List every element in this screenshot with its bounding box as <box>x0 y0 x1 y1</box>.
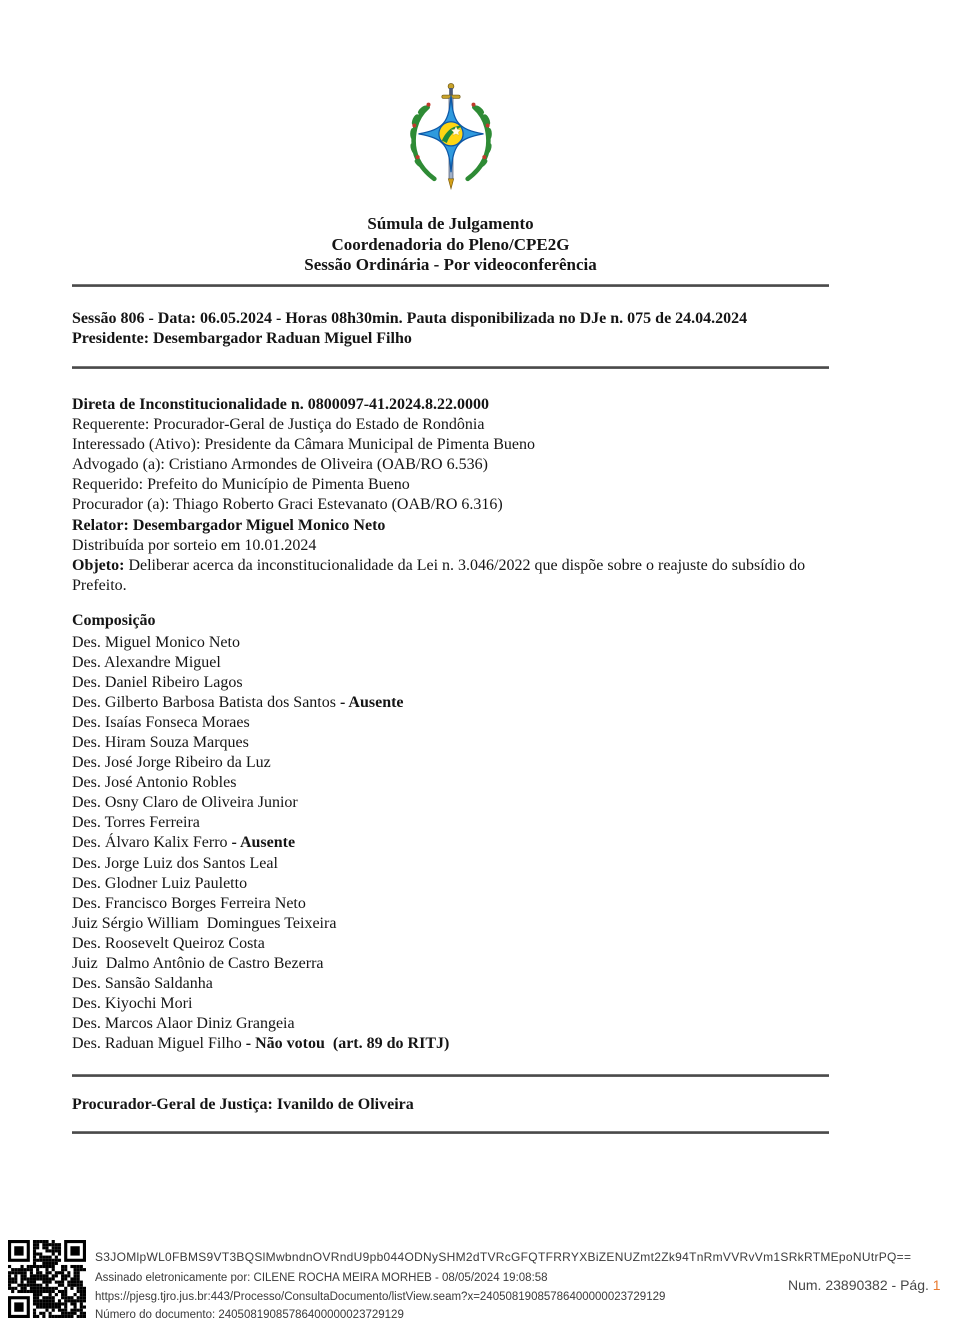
composition-member: Des. Daniel Ribeiro Lagos <box>72 674 243 692</box>
case-requerido: Requerido: Prefeito do Município de Pimenta Bueno <box>72 476 410 494</box>
horizontal-rule-1 <box>72 284 829 287</box>
composition-member: Des. Torres Ferreira <box>72 814 200 832</box>
case-advogado: Advogado (a): Cristiano Armondes de Oliveira (OAB/RO 6.536) <box>72 456 488 474</box>
composition-member: Des. Glodner Luiz Pauletto <box>72 874 248 892</box>
rondonia-coat-of-arms-icon <box>401 82 501 199</box>
case-relator: Relator: Desembargador Miguel Monico Neto <box>72 516 386 534</box>
case-details <box>72 395 829 596</box>
session-line: Sessão 806 - Data: 06.05.2024 - Horas 08h30min. Pauta disponibilizada no DJe n. 075 de 24.04.2024 <box>72 310 748 327</box>
objeto-label: Objeto: <box>72 556 125 574</box>
composition-member: Des. Jorge Luiz dos Santos Leal <box>72 854 278 872</box>
document-number-line: Número do documento: 24050819085786400000023729129 <box>95 1309 404 1321</box>
attorney-general-line: Procurador-Geral de Justiça: Ivanildo de Oliveira <box>72 1096 414 1113</box>
qr-code <box>8 1240 86 1318</box>
composition-member: Des. Isaías Fonseca Moraes <box>72 714 250 732</box>
num-page-label <box>788 1277 941 1293</box>
composition-member: Des. Hiram Souza Marques <box>72 734 249 752</box>
doc-title-line3: Sessão Ordinária - Por videoconferência <box>304 255 597 274</box>
case-title: Direta de Inconstitucionalidade n. 0800097-41.2024.8.22.0000 <box>72 396 490 413</box>
case-requerente: Requerente: Procurador-Geral de Justiça do Estado de Rondônia <box>72 416 485 434</box>
composition-member: Des. Osny Claro de Oliveira Junior <box>72 794 298 812</box>
doc-title-line1: Súmula de Julgamento <box>367 214 534 233</box>
doc-title-line2: Coordenadoria do Pleno/CPE2G <box>331 234 570 254</box>
horizontal-rule-3 <box>72 1074 829 1077</box>
composition-heading: Composição <box>72 612 156 629</box>
signed-by-line: Assinado eletronicamente por: CILENE ROCHA MEIRA MORHEB - 08/05/2024 19:08:58 <box>95 1272 548 1284</box>
verification-url: https://pjesg.tjro.jus.br:443/Processo/ConsultaDocumento/listView.seam?x=24050819085786400000023729129 <box>95 1291 666 1303</box>
composition-member: Des. Raduan Miguel Filho - Não votou (art. 89 do RITJ) <box>72 1034 450 1052</box>
case-procurador: Procurador (a): Thiago Roberto Graci Estevanato (OAB/RO 6.316) <box>72 496 503 514</box>
title-block <box>72 214 829 276</box>
composition-member: Des. Roosevelt Queiroz Costa <box>72 934 265 952</box>
signature-hash: S3JOMlpWL0FBMS9VT3BQSlMwbndnOVRndU9pb044ODNySHM2dTVRcGFQTFRRYXBiZENUZmt2Zk94TnRmVVRvVm1SRkRTMEpoNUtrPQ== <box>95 1250 912 1264</box>
session-president: Presidente: Desembargador Raduan Miguel Filho <box>72 330 412 347</box>
objeto-text: Deliberar acerca da inconstitucionalidade da Lei n. 3.046/2022 que dispõe sobre o reajuste do subsídio do Prefeito. <box>72 556 806 594</box>
composition-member: Des. Miguel Monico Neto <box>72 634 240 651</box>
case-objeto <box>72 556 829 596</box>
composition-member: Des. Gilberto Barbosa Batista dos Santos - Ausente <box>72 694 404 712</box>
horizontal-rule-4 <box>72 1131 829 1134</box>
composition-member: Des. Sansão Saldanha <box>72 974 213 992</box>
composition-member: Juiz Sérgio William Domingues Teixeira <box>72 914 337 932</box>
composition-list <box>72 633 829 1054</box>
composition-member: Des. José Jorge Ribeiro da Luz <box>72 754 271 772</box>
composition-member: Des. Francisco Borges Ferreira Neto <box>72 894 306 912</box>
session-info <box>72 309 952 349</box>
horizontal-rule-2 <box>72 366 829 369</box>
case-distribuicao: Distribuída por sorteio em 10.01.2024 <box>72 536 317 554</box>
composition-member: Des. Marcos Alaor Diniz Grangeia <box>72 1014 295 1032</box>
num-label: Num. 23890382 - Pág. <box>788 1277 933 1293</box>
case-interessado: Interessado (Ativo): Presidente da Câmara Municipal de Pimenta Bueno <box>72 436 535 454</box>
page-number: 1 <box>932 1277 941 1293</box>
composition-member: Des. Kiyochi Mori <box>72 994 193 1012</box>
composition-member: Juiz Dalmo Antônio de Castro Bezerra <box>72 954 324 972</box>
composition-member: Des. Álvaro Kalix Ferro - Ausente <box>72 834 296 852</box>
composition-member: Des. José Antonio Robles <box>72 774 237 792</box>
composition-member: Des. Alexandre Miguel <box>72 654 221 672</box>
document-header <box>72 82 829 276</box>
